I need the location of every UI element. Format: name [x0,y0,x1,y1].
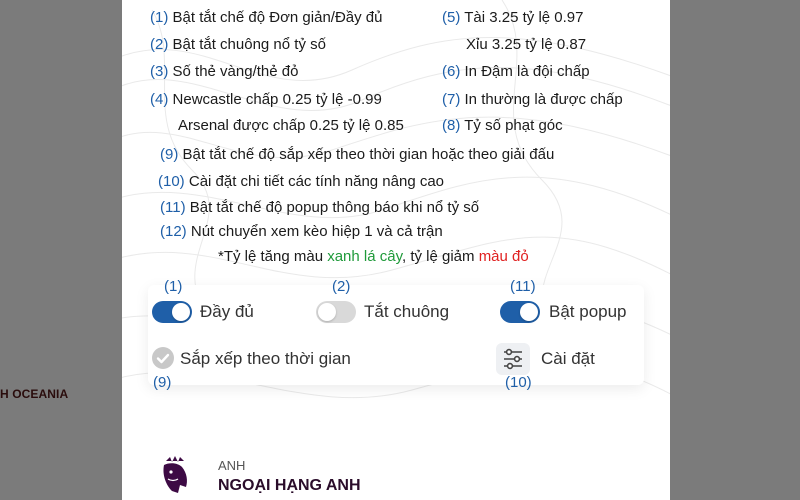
full-mode-label: Đầy đủ [200,302,254,321]
legend-item-8 [442,117,563,134]
note-prefix: *Tỷ lệ tăng màu [218,248,328,265]
full-mode-toggle[interactable] [152,301,192,323]
legend-text: Bật tắt chế độ sắp xếp theo thời gian hoặc theo giải đấu [182,146,555,163]
popup-label: Bật popup [549,302,627,321]
background-league-label: H OCEANIA [0,387,69,401]
popup-toggle[interactable] [500,301,540,323]
legend-text: Arsenal được chấp 0.25 tỷ lệ 0.85 [178,117,404,134]
legend-num: (10) [158,173,185,190]
legend-item-5 [442,9,584,26]
mark-2: (2) [332,278,351,295]
legend-item-12 [160,223,443,240]
legend-text: Tài 3.25 tỷ lệ 0.97 [464,9,584,26]
legend-num: (9) [160,146,179,163]
mark-11: (11) [510,278,536,295]
legend-text: Xỉu 3.25 tỷ lệ 0.87 [466,36,587,53]
legend-num: (11) [160,199,186,216]
legend-text: Số thẻ vàng/thẻ đỏ [172,63,299,80]
sort-time-label: Sắp xếp theo thời gian [180,349,351,368]
bell-toggle[interactable] [316,301,356,323]
legend-panel [122,0,670,500]
league-name[interactable]: NGOẠI HẠNG ANH [218,477,361,494]
note-red: màu đỏ [478,248,529,265]
legend-num: (6) [442,63,461,80]
legend-text: In Đậm là đội chấp [464,63,590,80]
check-icon [152,347,174,369]
legend-text: In thường là được chấp [464,91,623,108]
legend-item-10 [158,173,444,190]
mark-1: (1) [164,278,183,295]
legend-num: (2) [150,36,169,53]
legend-item-11 [160,199,479,216]
settings-button[interactable] [496,343,530,375]
legend-item-1 [150,9,382,26]
mark-10: (10) [505,374,532,391]
legend-num: (4) [150,91,169,108]
bell-label: Tắt chuông [364,302,450,321]
legend-text: Cài đặt chi tiết các tính năng nâng cao [188,173,445,190]
legend-text: Tỷ số phạt góc [464,117,563,134]
legend-text: Newcastle chấp 0.25 tỷ lệ -0.99 [172,91,382,108]
sliders-icon [496,343,530,375]
premier-league-lion-icon [158,455,192,495]
legend-num: (7) [442,91,461,108]
mark-9: (9) [153,374,172,391]
sort-time-checkbox[interactable] [152,347,174,369]
legend-text: Nút chuyển xem kèo hiệp 1 và cả trận [190,223,443,240]
legend-text: Bật tắt chế độ Đơn giản/Đầy đủ [172,9,383,26]
legend-num: (8) [442,117,461,134]
legend-item-2 [150,36,326,53]
legend-item-6 [442,63,590,80]
toggle-knob [520,303,538,321]
legend-item-4 [150,91,382,108]
legend-num: (3) [150,63,169,80]
legend-num: (5) [442,9,461,26]
legend-item-7 [442,91,623,108]
legend-num: (12) [160,223,187,240]
note-middle: , tỷ lệ giảm [401,248,479,265]
color-note [218,248,529,265]
legend-item-4b [178,117,404,134]
legend-text: Bật tắt chuông nổ tỷ số [172,36,326,53]
toggle-knob [318,303,336,321]
legend-num: (1) [150,9,169,26]
league-country: ANH [218,458,246,473]
legend-item-5b [466,36,586,53]
note-green: xanh lá cây [327,248,402,265]
settings-label[interactable]: Cài đặt [541,349,595,368]
controls-card [148,278,644,391]
toggle-knob [172,303,190,321]
legend-item-9 [160,146,554,163]
legend-item-3 [150,63,298,80]
legend-text: Bật tắt chế độ popup thông báo khi nổ tỷ số [189,199,480,216]
